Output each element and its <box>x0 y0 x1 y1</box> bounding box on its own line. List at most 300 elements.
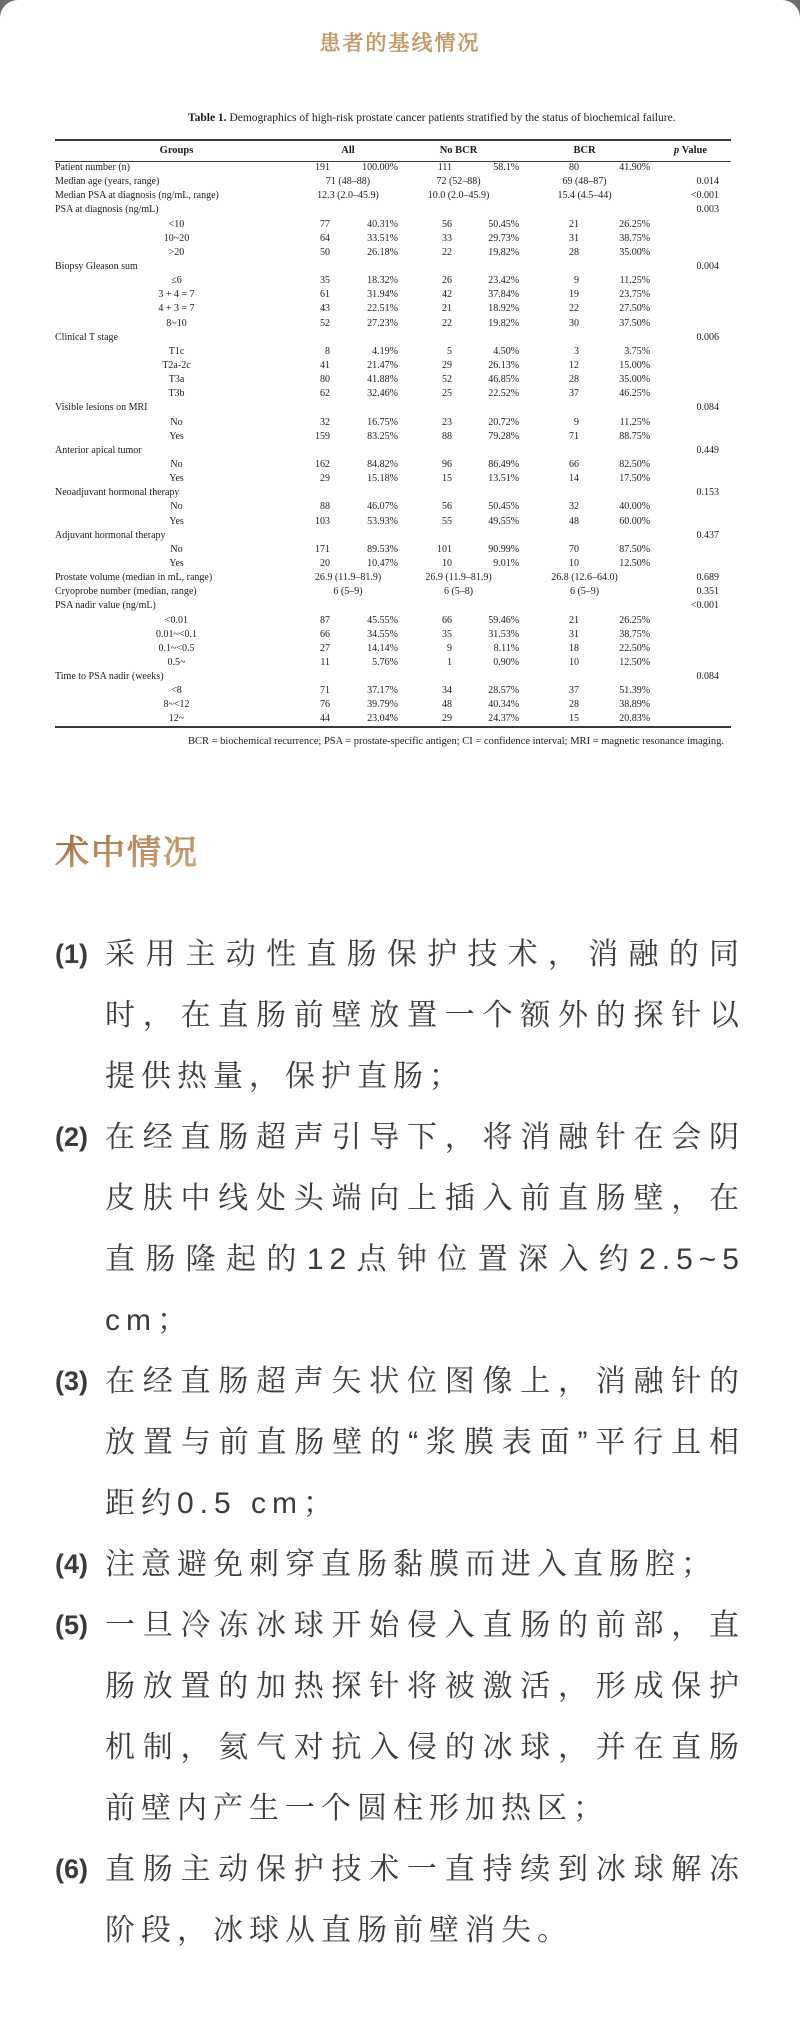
table-row <box>55 599 731 613</box>
percent-cell: 50.45% <box>488 501 520 513</box>
percent-cell: 46.85% <box>488 374 520 386</box>
demographics-table <box>55 139 731 728</box>
percent-cell: 12.50% <box>619 656 651 668</box>
percent-cell: 22.50% <box>619 642 651 654</box>
p-value-cell: 0.006 <box>696 331 720 343</box>
row-label-cell: Adjuvant hormonal therapy <box>55 529 166 541</box>
percent-cell: 60.00% <box>619 515 651 527</box>
count-cell: 19 <box>569 289 580 301</box>
span-value-cell: 12.3 (2.0–45.9) <box>317 190 379 202</box>
percent-cell: 49.55% <box>488 515 520 527</box>
count-cell: 22 <box>442 317 453 329</box>
p-value-cell <box>650 359 731 373</box>
row-label-cell: T2a-2c <box>162 360 191 372</box>
count-cell: 42 <box>442 289 453 301</box>
count-cell: 52 <box>320 317 330 329</box>
table-figure <box>55 110 745 749</box>
count-cell: 31 <box>569 232 580 244</box>
row-label-cell: <0.01 <box>164 614 189 626</box>
table-row <box>55 628 731 642</box>
intraop-section-title: 术中情况 <box>55 825 199 874</box>
percent-cell: 13.51% <box>488 473 520 485</box>
table-row <box>55 670 731 684</box>
row-label-cell: <10 <box>168 218 185 230</box>
table-row <box>55 543 731 557</box>
row-label-cell: No <box>170 543 183 555</box>
table-row <box>55 712 731 726</box>
count-cell: 48 <box>569 515 580 527</box>
step-number: (1) <box>55 938 88 969</box>
table-row <box>55 458 731 472</box>
percent-cell: 37.84% <box>488 289 520 301</box>
table-row <box>55 614 731 628</box>
empty-cell <box>298 331 650 345</box>
table-row <box>55 317 731 331</box>
row-label-cell: Yes <box>169 558 184 569</box>
count-cell: 41 <box>320 360 330 372</box>
span-value-cell: 72 (52–88) <box>436 176 481 188</box>
percent-cell: 45.55% <box>367 614 399 626</box>
p-value-cell <box>650 557 731 571</box>
count-cell: 66 <box>569 459 580 471</box>
percent-cell: 26.18% <box>367 246 399 258</box>
step-text: 采用主动性直肠保护技术，消融的同时，在直肠前壁放置一个额外的探针以提供热量，保护直肠； <box>105 937 745 1093</box>
percent-cell: 51.39% <box>619 685 651 697</box>
span-value-cell: 15.4 (4.5–44) <box>557 190 612 202</box>
count-cell: 32 <box>569 501 580 513</box>
table-caption-label: Table 1. <box>188 112 227 124</box>
table-header-row <box>55 140 731 161</box>
percent-cell: 50.45% <box>488 218 520 230</box>
p-value-cell <box>650 387 731 401</box>
count-cell: 22 <box>442 246 453 258</box>
p-value-cell <box>650 161 731 175</box>
count-cell: 71 <box>320 685 330 697</box>
row-label-cell: >20 <box>168 246 185 258</box>
percent-cell: 79.28% <box>488 430 520 442</box>
percent-cell: 4.19% <box>372 345 399 357</box>
percent-cell: 83.25% <box>367 430 399 442</box>
percent-cell: 19.82% <box>488 317 520 329</box>
percent-cell: 58.1% <box>493 162 520 174</box>
count-cell: 10 <box>569 558 580 569</box>
count-cell: 21 <box>569 614 580 626</box>
percent-cell: 23.04% <box>367 713 399 725</box>
count-cell: 43 <box>320 303 330 315</box>
step-item <box>55 924 745 1107</box>
percent-cell: 22.52% <box>488 388 520 400</box>
percent-cell: 23.75% <box>619 289 651 301</box>
table-row <box>55 444 731 458</box>
table-row <box>55 500 731 514</box>
percent-cell: 26.25% <box>619 614 651 626</box>
table-row <box>55 373 731 387</box>
count-cell: 18 <box>569 642 580 654</box>
count-cell: 37 <box>569 388 580 400</box>
count-cell: 5 <box>447 345 453 357</box>
row-label-cell: PSA nadir value (ng/mL) <box>55 600 156 612</box>
table-row <box>55 585 731 599</box>
row-label-cell: Yes <box>169 515 184 527</box>
percent-cell: 33.51% <box>367 232 399 244</box>
p-value-cell <box>650 628 731 642</box>
col-header-groups: Groups <box>55 140 298 161</box>
row-label-cell: 0.01~<0.1 <box>155 628 198 640</box>
row-label-cell: Anterior apical tumor <box>55 444 142 456</box>
row-label-cell: Prostate volume (median in mL, range) <box>55 572 213 584</box>
baseline-section-title: 患者的基线情况 <box>319 32 481 55</box>
percent-cell: 9.01% <box>493 558 520 569</box>
count-cell: 30 <box>569 317 580 329</box>
p-value-cell: 0.004 <box>696 261 720 273</box>
percent-cell: 18.92% <box>488 303 520 315</box>
p-value-cell: <0.001 <box>690 600 720 612</box>
percent-cell: 15.00% <box>619 360 651 372</box>
p-value-cell <box>650 373 731 387</box>
count-cell: 10 <box>442 558 453 569</box>
percent-cell: 18.32% <box>367 275 399 287</box>
row-label-cell: Median age (years, range) <box>55 176 160 188</box>
empty-cell <box>298 599 650 613</box>
count-cell: 64 <box>320 232 330 244</box>
p-value-cell: 0.014 <box>696 176 720 188</box>
count-cell: 14 <box>569 473 580 485</box>
row-label-cell: Biopsy Gleason sum <box>55 261 138 273</box>
count-cell: 28 <box>569 246 580 258</box>
p-value-cell: 0.351 <box>696 586 720 598</box>
count-cell: 29 <box>442 360 453 372</box>
percent-cell: 31.94% <box>367 289 399 301</box>
count-cell: 25 <box>442 388 453 400</box>
percent-cell: 90.99% <box>488 543 520 555</box>
table-caption <box>188 110 748 127</box>
empty-cell <box>298 670 650 684</box>
count-cell: 159 <box>315 430 330 442</box>
row-label-cell: ≤6 <box>171 275 182 287</box>
count-cell: 88 <box>442 430 453 442</box>
percent-cell: 28.57% <box>488 685 520 697</box>
percent-cell: 15.18% <box>367 473 399 485</box>
count-cell: 9 <box>574 416 580 428</box>
p-value-cell: 0.449 <box>696 444 720 456</box>
count-cell: 62 <box>320 388 330 400</box>
percent-cell: 22.51% <box>367 303 399 315</box>
row-label-cell: No <box>170 501 183 513</box>
p-value-cell: 0.003 <box>696 204 720 216</box>
percent-cell: 11.25% <box>619 416 651 428</box>
count-cell: 80 <box>569 162 580 174</box>
percent-cell: 35.00% <box>619 246 651 258</box>
table-row <box>55 430 731 444</box>
count-cell: 44 <box>320 713 330 725</box>
row-label-cell: T1c <box>168 345 185 357</box>
table-row <box>55 189 731 203</box>
percent-cell: 3.75% <box>624 345 651 357</box>
step-item <box>55 1595 745 1839</box>
row-label-cell: Visible lesions on MRI <box>55 402 148 414</box>
percent-cell: 37.50% <box>619 317 651 329</box>
empty-cell <box>298 486 650 500</box>
table-row <box>55 472 731 486</box>
percent-cell: 46.07% <box>367 501 399 513</box>
count-cell: 101 <box>437 543 453 555</box>
percent-cell: 82.50% <box>619 459 651 471</box>
count-cell: 10 <box>569 656 580 668</box>
p-value-cell <box>650 712 731 726</box>
row-label-cell: 0.5~ <box>167 656 186 668</box>
percent-cell: 20.83% <box>619 713 651 725</box>
percent-cell: 8.11% <box>493 642 520 654</box>
percent-cell: 0.90% <box>493 656 520 668</box>
p-value-cell: 0.437 <box>696 529 720 541</box>
table-row <box>55 331 731 345</box>
col-header-all: All <box>298 140 398 161</box>
span-value-cell: 26.9 (11.9–81.9) <box>314 572 382 584</box>
row-label-cell: Neoadjuvant hormonal therapy <box>55 487 180 499</box>
table-row <box>55 288 731 302</box>
count-cell: 28 <box>569 374 580 386</box>
count-cell: 35 <box>442 628 453 640</box>
table-row <box>55 401 731 415</box>
p-value-cell: 0.689 <box>696 572 720 584</box>
percent-cell: 24.37% <box>488 713 520 725</box>
step-item <box>55 1107 745 1351</box>
span-value-cell: 69 (48–87) <box>562 176 607 188</box>
percent-cell: 34.55% <box>367 628 399 640</box>
step-number: (4) <box>55 1548 88 1579</box>
p-value-cell <box>650 500 731 514</box>
p-value-cell <box>650 345 731 359</box>
table-row <box>55 302 731 316</box>
empty-cell <box>298 203 650 217</box>
percent-cell: 86.49% <box>488 459 520 471</box>
row-label-cell: Clinical T stage <box>55 331 118 343</box>
table-row <box>55 684 731 698</box>
row-label-cell: <8 <box>171 685 182 697</box>
percent-cell: 10.47% <box>367 558 399 569</box>
p-value-cell <box>650 614 731 628</box>
count-cell: 9 <box>447 642 453 654</box>
table-row <box>55 260 731 274</box>
count-cell: 87 <box>320 614 330 626</box>
p-value-cell: 0.084 <box>696 402 720 414</box>
p-value-cell <box>650 515 731 529</box>
step-item <box>55 1351 745 1534</box>
table-row <box>55 175 731 189</box>
step-text: 在经直肠超声矢状位图像上，消融针的放置与前直肠壁的“浆膜表面”平行且相距约0.5 cm； <box>105 1364 745 1520</box>
col-header-no-bcr: No BCR <box>398 140 519 161</box>
span-value-cell: 6 (5–9) <box>569 586 600 598</box>
step-number: (2) <box>55 1121 88 1152</box>
p-value-cell <box>650 543 731 557</box>
row-label-cell: No <box>170 416 183 428</box>
p-value-cell <box>650 698 731 712</box>
count-cell: 48 <box>442 699 453 711</box>
percent-cell: 38.89% <box>619 699 651 711</box>
count-cell: 88 <box>320 501 330 513</box>
count-cell: 66 <box>442 614 453 626</box>
empty-cell <box>298 529 650 543</box>
count-cell: 96 <box>442 459 453 471</box>
row-label-cell: Median PSA at diagnosis (ng/mL, range) <box>55 190 219 202</box>
count-cell: 171 <box>315 543 330 555</box>
table-row <box>55 232 731 246</box>
count-cell: 56 <box>442 218 453 230</box>
span-value-cell: 10.0 (2.0–45.9) <box>427 190 490 202</box>
count-cell: 28 <box>569 699 580 711</box>
count-cell: 162 <box>315 459 330 471</box>
step-number: (3) <box>55 1365 88 1396</box>
percent-cell: 39.79% <box>367 699 399 711</box>
count-cell: 11 <box>320 656 330 668</box>
table-caption-text: Demographics of high-risk prostate cancer patients stratified by the status of biochemical failure. <box>229 112 676 124</box>
percent-cell: 31.53% <box>488 628 520 640</box>
p-value-cell <box>650 288 731 302</box>
p-value-cell <box>650 684 731 698</box>
percent-cell: 40.31% <box>367 218 399 230</box>
percent-cell: 26.25% <box>619 218 651 230</box>
table-row <box>55 529 731 543</box>
p-value-cell <box>650 274 731 288</box>
empty-cell <box>298 401 650 415</box>
count-cell: 22 <box>569 303 580 315</box>
count-cell: 3 <box>574 345 580 357</box>
span-value-cell: 26.8 (12.6–64.0) <box>551 572 618 584</box>
count-cell: 70 <box>569 543 580 555</box>
count-cell: 1 <box>447 656 453 668</box>
table-row <box>55 698 731 712</box>
table-row <box>55 345 731 359</box>
table-row <box>55 571 731 585</box>
table-row <box>55 515 731 529</box>
count-cell: 12 <box>569 360 580 372</box>
table-row <box>55 416 731 430</box>
row-label-cell: 8~<12 <box>163 699 190 711</box>
percent-cell: 19.82% <box>488 246 520 258</box>
step-text: 一旦冷冻冰球开始侵入直肠的前部，直肠放置的加热探针将被激活，形成保护机制，氦气对抗入侵的冰球，并在直肠前壁内产生一个圆柱形加热区； <box>105 1608 745 1825</box>
row-label-cell: Patient number (n) <box>55 162 130 174</box>
percent-cell: 27.23% <box>367 317 399 329</box>
count-cell: 26 <box>442 275 453 287</box>
count-cell: 8 <box>325 345 330 357</box>
count-cell: 23 <box>442 416 453 428</box>
row-label-cell: 10~20 <box>163 232 190 244</box>
p-value-cell <box>650 246 731 260</box>
row-label-cell: PSA at diagnosis (ng/mL) <box>55 204 159 216</box>
percent-cell: 37.17% <box>367 685 399 697</box>
count-cell: 61 <box>320 289 330 301</box>
step-text: 注意避免刺穿直肠黏膜而进入直肠腔； <box>105 1547 717 1581</box>
p-value-cell: 0.084 <box>696 671 720 683</box>
row-label-cell: No <box>170 459 183 471</box>
percent-cell: 5.76% <box>372 656 399 668</box>
empty-cell <box>298 260 650 274</box>
percent-cell: 27.50% <box>619 303 651 315</box>
step-number: (5) <box>55 1609 88 1640</box>
percent-cell: 59.46% <box>488 614 520 626</box>
count-cell: 56 <box>442 501 453 513</box>
count-cell: 77 <box>320 218 330 230</box>
row-label-cell: T3a <box>168 374 185 386</box>
row-label-cell: 4 + 3 = 7 <box>158 303 195 315</box>
count-cell: 71 <box>569 430 580 442</box>
table-row <box>55 557 731 571</box>
p-value-cell <box>650 416 731 430</box>
row-label-cell: 3 + 4 = 7 <box>158 289 195 301</box>
table-row <box>55 656 731 670</box>
row-label-cell: Cryoprobe number (median, range) <box>55 586 197 598</box>
percent-cell: 89.53% <box>367 543 399 555</box>
count-cell: 76 <box>320 699 330 711</box>
count-cell: 21 <box>442 303 453 315</box>
p-value-cell: 0.153 <box>696 487 720 499</box>
row-label-cell: Time to PSA nadir (weeks) <box>55 671 164 683</box>
row-label-cell: Yes <box>169 473 184 485</box>
percent-cell: 88.75% <box>619 430 651 442</box>
percent-cell: 20.72% <box>488 416 520 428</box>
count-cell: 103 <box>315 515 330 527</box>
percent-cell: 11.25% <box>619 275 651 287</box>
step-text: 直肠主动保护技术一直持续到冰球解冻阶段，冰球从直肠前壁消失。 <box>105 1852 745 1947</box>
percent-cell: 32.46% <box>367 388 399 400</box>
table-row <box>55 359 731 373</box>
row-label-cell: 12~ <box>168 713 185 725</box>
empty-cell <box>298 444 650 458</box>
row-label-cell: 0.1~<0.5 <box>158 642 195 654</box>
step-item <box>55 1534 745 1595</box>
table-row <box>55 218 731 232</box>
table-row <box>55 642 731 656</box>
step-item <box>55 1839 745 1961</box>
p-value-cell <box>650 218 731 232</box>
percent-cell: 100.00% <box>362 162 399 174</box>
span-value-cell: 26.9 (11.9–81.9) <box>425 572 492 584</box>
table-row <box>55 246 731 260</box>
p-value-cell <box>650 656 731 670</box>
count-cell: 20 <box>320 558 330 569</box>
count-cell: 15 <box>442 473 453 485</box>
count-cell: 34 <box>442 685 453 697</box>
col-header-bcr: BCR <box>519 140 650 161</box>
count-cell: 80 <box>320 374 330 386</box>
count-cell: 32 <box>320 416 330 428</box>
p-value-cell <box>650 430 731 444</box>
percent-cell: 46.25% <box>619 388 651 400</box>
percent-cell: 87.50% <box>619 543 651 555</box>
percent-cell: 23.42% <box>488 275 520 287</box>
percent-cell: 41.90% <box>619 162 651 174</box>
percent-cell: 38.75% <box>619 232 651 244</box>
span-value-cell: 6 (5–9) <box>333 586 363 598</box>
row-label-cell: 8~10 <box>166 317 187 329</box>
percent-cell: 29.73% <box>488 232 520 244</box>
count-cell: 29 <box>320 473 330 485</box>
count-cell: 52 <box>442 374 453 386</box>
table-row <box>55 161 731 175</box>
count-cell: 21 <box>569 218 580 230</box>
count-cell: 35 <box>320 275 330 287</box>
percent-cell: 21.47% <box>367 360 399 372</box>
count-cell: 66 <box>320 628 330 640</box>
percent-cell: 14.14% <box>367 642 399 654</box>
percent-cell: 84.82% <box>367 459 399 471</box>
row-label-cell: Yes <box>169 430 184 442</box>
p-value-cell <box>650 317 731 331</box>
p-value-cell <box>650 472 731 486</box>
table-row <box>55 203 731 217</box>
count-cell: 37 <box>569 685 580 697</box>
percent-cell: 26.13% <box>488 360 520 372</box>
